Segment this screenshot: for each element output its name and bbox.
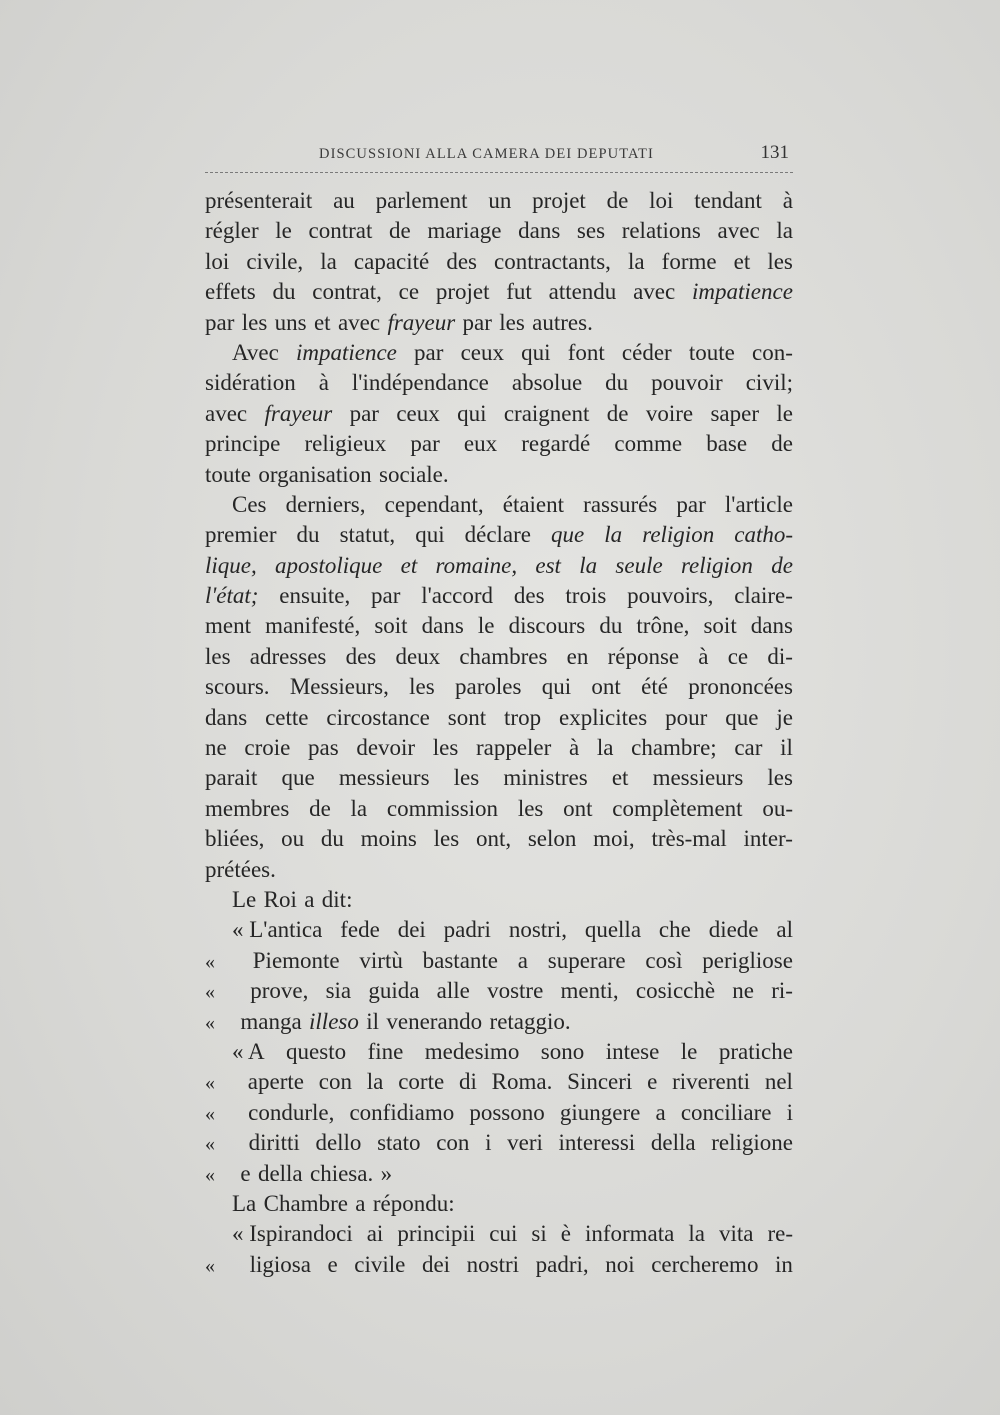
text-line: prétées. [205,856,276,882]
text-line: La Chambre a répondu: [232,1190,455,1216]
text-line: lique, apostolique et romaine, est la seule religion de [205,552,793,578]
text-line: Avec impatience par ceux qui font céder toute con- [232,339,793,365]
quote-mark: « [205,1133,215,1156]
text-line: « A questo fine medesimo sono intese le pratiche [232,1038,793,1064]
text-line: « Piemonte virtù bastante a superare così perigliose [205,946,793,976]
text-line: parait que messieurs les ministres et messieurs les [205,765,793,791]
text-line: avec frayeur par ceux qui craignent de voire saper le [205,400,793,426]
text-line: effets du contrat, ce projet fut attendu avec impatience [205,279,793,305]
text-line: régler le contrat de mariage dans ses relations avec la [205,218,793,244]
text-line: loi civile, la capacité des contractants, la forme et les [205,248,793,274]
text-line: « prove, sia guida alle vostre menti, cosicchè ne ri- [205,976,793,1006]
text-line: dans cette circostance sont trop explicites pour que je [205,704,793,730]
body-text [205,186,793,1280]
quote-mark: « [205,1011,215,1034]
running-title: DISCUSSIONI ALLA CAMERA DEI DEPUTATI [319,146,654,162]
text-line: bliées, ou du moins les ont, selon moi, très-mal inter- [205,826,793,852]
quote-mark: « [205,1254,215,1277]
text-line: premier du statut, qui déclare que la religion catho- [205,522,793,548]
text-line: présenterait au parlement un projet de loi tendant à [205,188,793,213]
text-line: « condurle, confidiamo possono giungere a conciliare i [205,1098,793,1128]
text-line: sidération à l'indépendance absolue du pouvoir civil; [205,370,793,396]
text-line: scours. Messieurs, les paroles qui ont été prononcées [205,674,793,700]
text-line: « diritti dello stato con i veri interessi della religione [205,1128,793,1158]
quote-mark: « [205,1163,215,1186]
text-line: « Ispirandoci ai principii cui si è informata la vita re- [232,1221,793,1247]
text-line: Ces derniers, cependant, étaient rassurés par l'article [232,491,793,517]
text-line: ne croie pas devoir les rappeler à la chambre; car il [205,735,793,761]
text-line: les adresses des deux chambres en réponse à ce di- [205,643,793,669]
text-line: Le Roi a dit: [232,886,353,912]
text-line: « L'antica fede dei padri nostri, quella che diede al [232,917,793,943]
text-line: « ligiosa e civile dei nostri padri, noi cercheremo in [205,1250,793,1280]
text-line: membres de la commission les ont complètement ou- [205,795,793,821]
text-line: ment manifesté, soit dans le discours du trône, soit dans [205,613,793,639]
quote-mark: « [205,1102,215,1125]
text-line: « aperte con la corte di Roma. Sinceri e riverenti nel [205,1067,793,1097]
text-line: principe religieux par eux regardé comme base de [205,431,793,457]
page-number: 131 [760,142,789,163]
quote-mark: « [205,1072,215,1095]
text-line: « e della chiesa. » [205,1159,793,1189]
quote-mark: « [205,950,215,973]
text-line: toute organisation sociale. [205,461,449,487]
text-line: l'état; ensuite, par l'accord des trois pouvoirs, claire- [205,583,793,609]
quote-mark: « [205,981,215,1004]
running-header [205,142,793,173]
text-line: par les uns et avec frayeur par les autres. [205,309,593,335]
text-line: « manga illeso il venerando retaggio. [205,1007,793,1037]
